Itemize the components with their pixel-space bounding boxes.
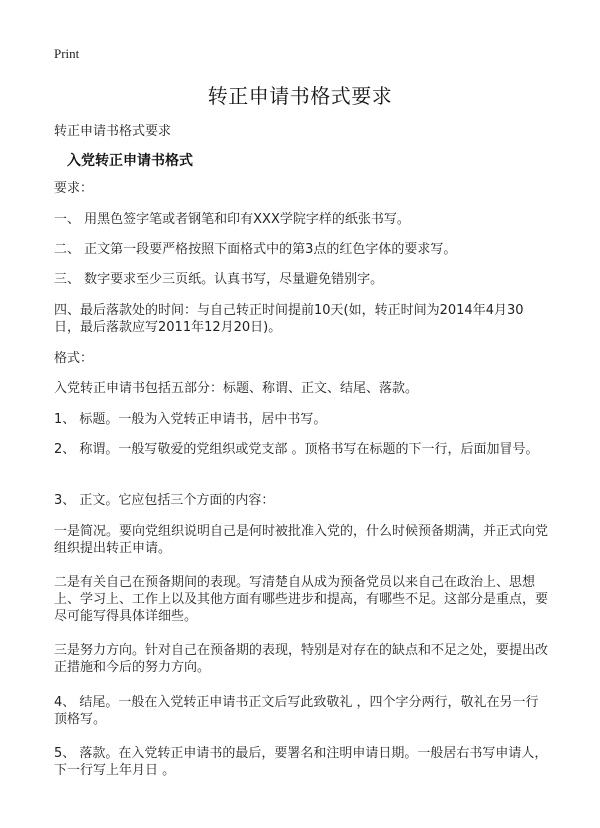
print-link[interactable]: Print [54, 46, 80, 61]
closing-item: 5、 落款。在入党转正申请书的最后，要署名和注明申请日期。一般居右书写申请人，下一行写上年月日 。 [54, 746, 548, 778]
closing-item: 4、 结尾。一般在入党转正申请书正文后写此致敬礼 ，四个字分两行，敬礼在另一行顶格写。 [54, 695, 539, 727]
requirement-item: 四、最后落款处的时间：与自己转正时间提前10天(如，转正时间为2014年4月30日，最后落款应写2011年12月20日)。 [54, 303, 524, 335]
requirement-item: 二、 正文第一段要严格按照下面格式中的第3点的红色字体的要求写。 [54, 242, 457, 257]
body-part: 一是简况。要向党组织说明自己是何时被批准入党的，什么时候预备期满，并正式向党组织提出转正申请。 [54, 524, 549, 556]
document-subtitle: 转正申请书格式要求 [54, 124, 172, 139]
format-label: 格式： [54, 351, 94, 366]
section-heading: 入党转正申请书格式 [67, 153, 193, 169]
body-part: 三是努力方向。针对自己在预备期的表现，特别是对存在的缺点和不足之处，要提出改正措施和今后的努力方向。 [54, 643, 549, 675]
body-part: 二是有关自己在预备期间的表现。写清楚自从成为预备党员以来自己在政治上、思想上、学习上、工作上以及其他方面有哪些进步和提高，有哪些不足。这部分是重点，要尽可能写得具体详细些。 [54, 575, 549, 624]
requirement-item: 三、 数字要求至少三页纸。认真书写，尽量避免错别字。 [54, 272, 384, 287]
format-item: 3、 正文。它应包括三个方面的内容： [54, 493, 275, 508]
requirements-label: 要求： [54, 181, 94, 196]
format-intro: 入党转正申请书包括五部分：标题、称谓、正文、结尾、落款。 [54, 381, 419, 396]
format-item: 2、 称谓。一般写敬爱的党组织或党支部 。顶格书写在标题的下一行，后面加冒号。 [54, 442, 539, 457]
format-item: 1、 标题。一般为入党转正申请书，居中书写。 [54, 412, 327, 427]
document-title: 转正申请书格式要求 [207, 84, 393, 108]
requirement-item: 一、 用黑色签字笔或者钢笔和印有XXX学院字样的纸张书写。 [54, 212, 410, 227]
